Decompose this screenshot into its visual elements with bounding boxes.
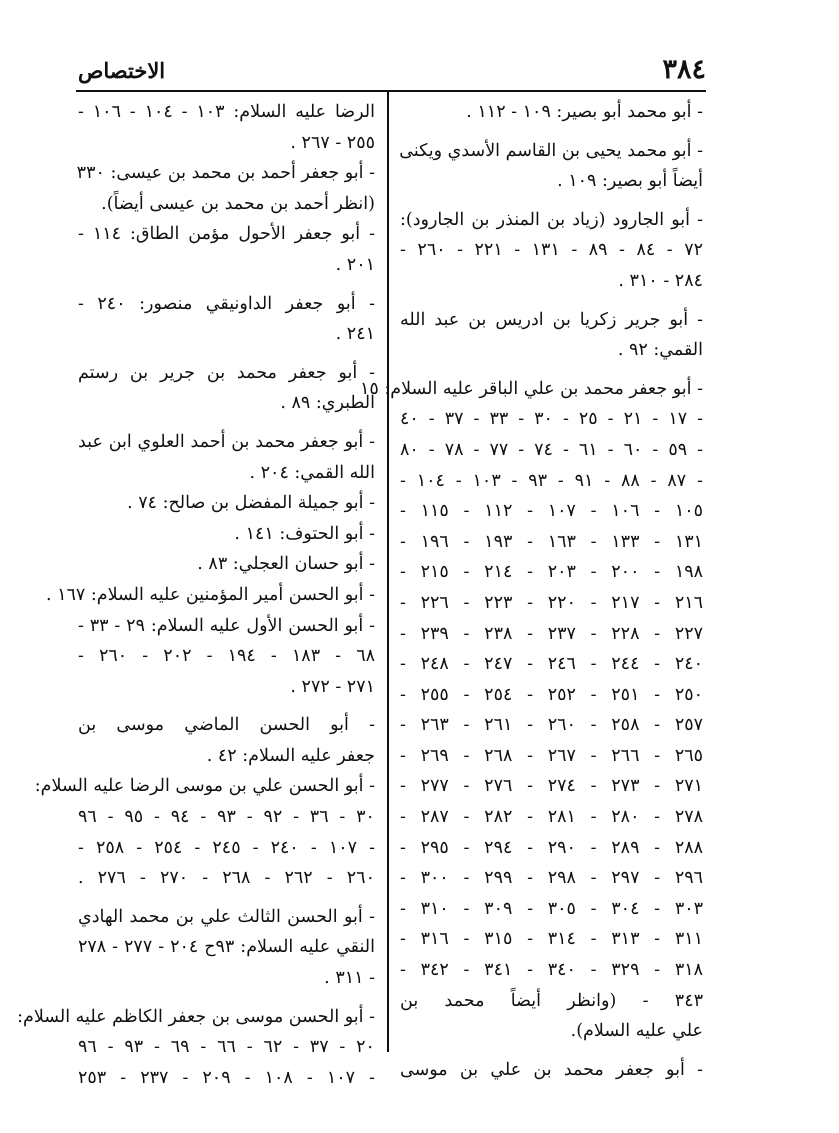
index-line: ٢٦٠ - ٢٦٢ - ٢٦٨ - ٢٧٠ - ٢٧٦ . [78, 868, 375, 889]
index-line: ٢٨٨ - ٢٨٩ - ٢٩٠ - ٢٩٤ - ٢٩٥ - [400, 837, 704, 858]
index-line: - ١٠٧ - ٢٤٠ - ٢٤٥ - ٢٥٤ - ٢٥٨ - [78, 837, 376, 858]
index-line: - أبو الحسن أمير المؤمنين عليه السلام: ١٦٧ . [45, 584, 375, 605]
index-line: - أبو جعفر محمد بن علي بن موسى [400, 1059, 703, 1080]
column-divider [387, 92, 389, 1052]
index-line: - أبو جعفر محمد بن أحمد العلوي ابن عبد [78, 431, 375, 452]
index-line: ٢٤٠ - ٢٤٤ - ٢٤٦ - ٢٤٧ - ٢٤٨ - [400, 654, 704, 675]
index-line: ٦٨ - ١٨٣ - ١٩٤ - ٢٠٢ - ٢٦٠ - [78, 646, 375, 667]
index-line: - أبو محمد أبو بصير: ١٠٩ - ١١٢ . [466, 102, 703, 122]
index-line: ٣٠٣ - ٣٠٤ - ٣٠٥ - ٣٠٩ - ٣١٠ - [400, 898, 704, 919]
index-line: ٢٠ - ٣٧ - ٦٢ - ٦٦ - ٦٩ - ٩٣ - ٩٦ [78, 1037, 375, 1058]
index-line: ٢١٦ - ٢١٧ - ٢٢٠ - ٢٢٣ - ٢٢٦ - [400, 592, 704, 613]
index-line: - أبو الحسن الأول عليه السلام: ٢٩ - ٣٣ - [78, 615, 376, 636]
index-line: - أبو الحسن علي بن موسى الرضا عليه السلام: [34, 776, 375, 797]
index-line: - أبو جرير زكريا بن ادريس بن عبد الله [400, 309, 703, 330]
index-line: القمي: ٩٢ . [617, 340, 703, 361]
index-line: ٧٢ - ٨٤ - ٨٩ - ١٣١ - ٢٢١ - ٢٦٠ - [400, 240, 703, 261]
index-line: الطبري: ٨٩ . [280, 393, 375, 414]
index-line: ٢٠١ . [335, 254, 375, 275]
index-line: ١٣١ - ١٣٣ - ١٦٣ - ١٩٣ - ١٩٦ - [400, 531, 704, 552]
index-line: (انظر أحمد بن محمد بن عيسى أيضاً). [101, 193, 375, 214]
index-line: ٢٧١ - ٢٧٢ . [290, 676, 375, 697]
index-line: ٢٧٨ - ٢٨٠ - ٢٨١ - ٢٨٢ - ٢٨٧ - [400, 807, 704, 828]
page-number: ٣٨٤ [662, 54, 706, 85]
index-line: - أبو الجارود (زياد بن المنذر بن الجارود): [400, 209, 703, 230]
index-line: - أبو جعفر محمد بن علي الباقر عليه السلام: ١٥ [359, 378, 703, 399]
index-line: ٢٥٧ - ٢٥٨ - ٢٦٠ - ٢٦١ - ٢٦٣ - [400, 715, 704, 736]
index-line: جعفر عليه السلام: ٤٢ . [206, 745, 375, 766]
header-rule [76, 90, 706, 92]
index-column-left [17, 97, 376, 1093]
index-line: أيضاً أبو بصير: ١٠٩ . [557, 171, 703, 192]
index-line: - أبو محمد يحيى بن القاسم الأسدي ويكنى [399, 140, 703, 161]
index-line: - أبو جعفر محمد بن جرير بن رستم [78, 362, 375, 383]
index-line: - ٣١١ . [324, 968, 375, 989]
index-line: - أبو جميلة المفضل بن صالح: ٧٤ . [127, 493, 375, 514]
index-line: الرضا عليه السلام: ١٠٣ - ١٠٤ - ١٠٦ - [78, 102, 375, 122]
index-line: - أبو الحتوف: ١٤١ . [234, 523, 375, 544]
index-line: ٣٠ - ٣٦ - ٩٢ - ٩٣ - ٩٤ - ٩٥ - ٩٦ [78, 807, 375, 828]
index-column-right [359, 97, 704, 1085]
index-line: ٢٥٥ - ٢٦٧ . [290, 132, 375, 153]
index-line: - أبو جعفر الداونيقي منصور: ٢٤٠ - [78, 293, 375, 314]
index-line: ٢٧١ - ٢٧٣ - ٢٧٤ - ٢٧٦ - ٢٧٧ - [400, 776, 704, 797]
index-line: - أبو الحسن الثالث علي بن محمد الهادي [78, 906, 375, 927]
index-line: ٣١١ - ٣١٣ - ٣١٤ - ٣١٥ - ٣١٦ - [400, 929, 704, 950]
running-title: الاختصاص [78, 58, 166, 83]
index-line: - أبو جعفر أحمد بن محمد بن عيسى: ٣٣٠ [76, 163, 375, 184]
index-line: - ١٧ - ٢١ - ٢٥ - ٣٠ - ٣٣ - ٣٧ - ٤٠ [400, 409, 704, 430]
index-line: الله القمي: ٢٠٤ . [249, 462, 375, 483]
index-line: - أبو جعفر الأحول مؤمن الطاق: ١١٤ - [78, 224, 375, 245]
index-line: - ٨٧ - ٨٨ - ٩١ - ٩٣ - ١٠٣ - ١٠٤ - [400, 470, 703, 491]
index-line: ٢٨٤ - ٣١٠ . [618, 270, 703, 291]
index-line: ١٩٨ - ٢٠٠ - ٢٠٣ - ٢١٤ - ٢١٥ - [400, 562, 704, 583]
index-line: ٢٦٥ - ٢٦٦ - ٢٦٧ - ٢٦٨ - ٢٦٩ - [400, 745, 704, 766]
index-line: ٢٢٧ - ٢٢٨ - ٢٣٧ - ٢٣٨ - ٢٣٩ - [400, 623, 704, 644]
index-line: ٢٩٦ - ٢٩٧ - ٢٩٨ - ٢٩٩ - ٣٠٠ - [400, 868, 704, 889]
index-line: - ٥٩ - ٦٠ - ٦١ - ٧٤ - ٧٧ - ٧٨ - ٨٠ [400, 439, 704, 460]
index-line: ٣١٨ - ٣٢٩ - ٣٤٠ - ٣٤١ - ٣٤٢ - [400, 960, 704, 981]
index-line: - ١٠٧ - ١٠٨ - ٢٠٩ - ٢٣٧ - ٢٥٣ [78, 1067, 375, 1088]
index-line: - أبو الحسن الماضي موسى بن [78, 715, 375, 736]
index-line: ٢٤١ . [335, 324, 375, 345]
index-line: علي عليه السلام). [570, 1021, 703, 1042]
index-line: - أبو الحسن موسى بن جعفر الكاظم عليه السلام: [17, 1006, 375, 1027]
index-line: ٢٥٠ - ٢٥١ - ٢٥٢ - ٢٥٤ - ٢٥٥ - [400, 684, 704, 705]
index-line: ٣٤٣ - (وانظر أيضاً محمد بن [400, 990, 703, 1011]
index-line: النقي عليه السلام: ٩٣ح ٢٠٤ - ٢٧٧ - ٢٧٨ [78, 937, 376, 958]
index-line: - أبو حسان العجلي: ٨٣ . [197, 554, 375, 575]
index-line: ١٠٥ - ١٠٦ - ١٠٧ - ١١٢ - ١١٥ - [400, 501, 704, 522]
